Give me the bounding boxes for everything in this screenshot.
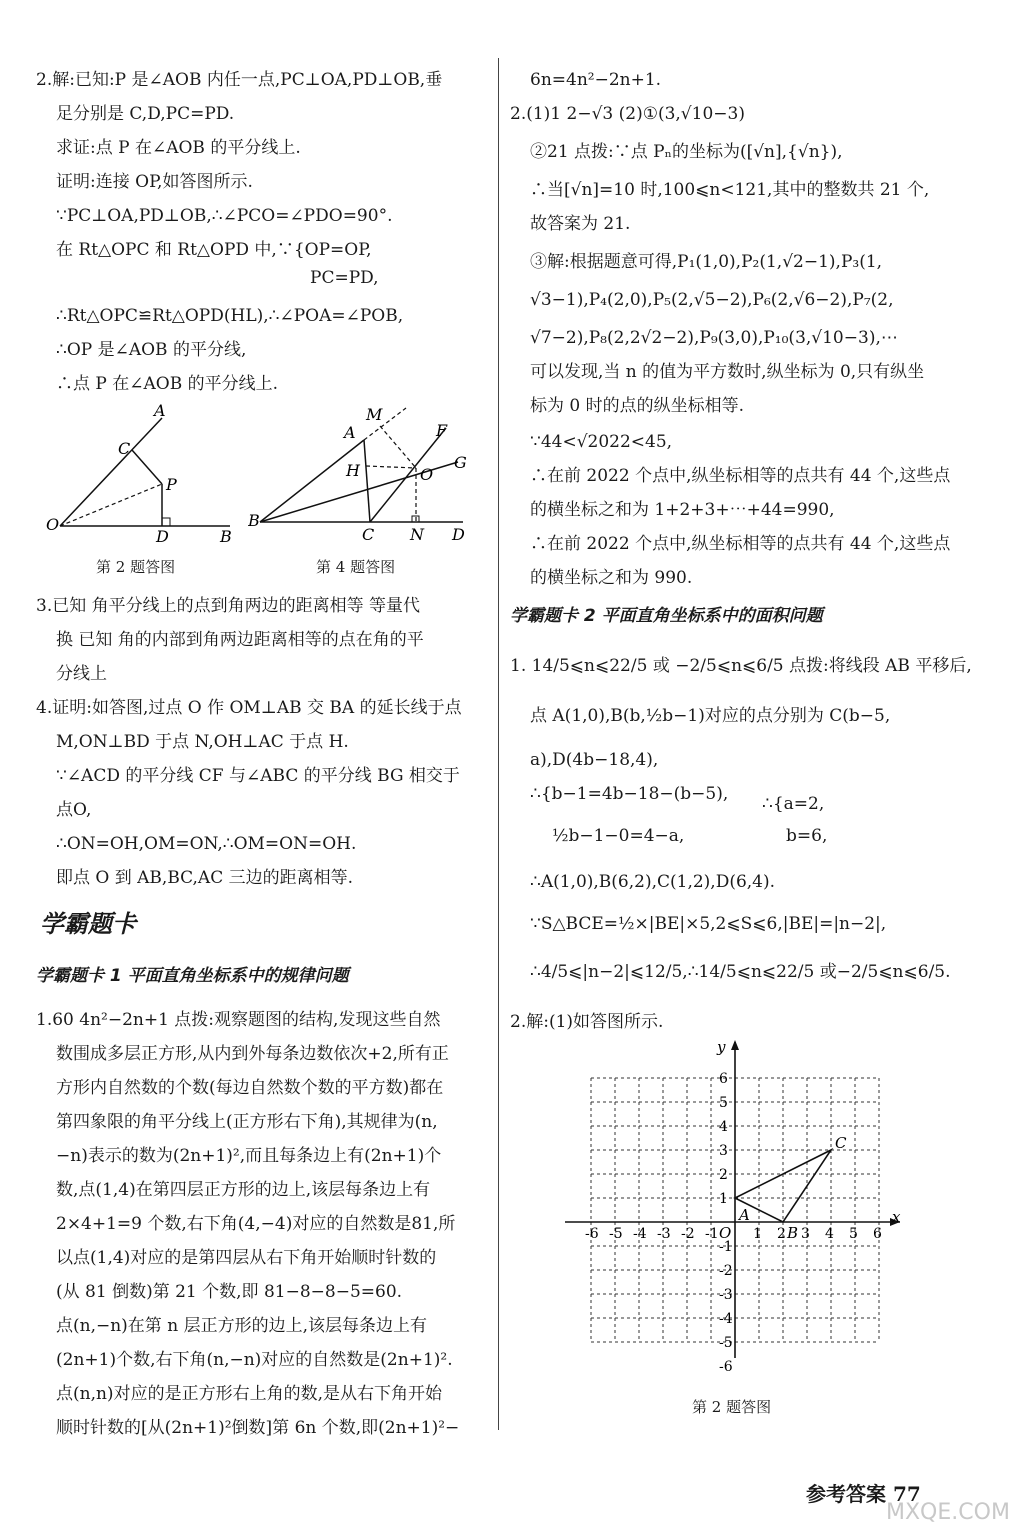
right-text-line-21: b=6, bbox=[786, 826, 828, 846]
figure-4-caption: 第 4 题答图 bbox=[316, 558, 396, 576]
x-tick-label: -5 bbox=[609, 1226, 623, 1242]
left-text-line-13: 4.证明:如答图,过点 O 作 OM⊥AB 交 BA 的延长线于点 bbox=[36, 698, 462, 718]
right-text-line-1: 2.(1)1 2−√3 (2)①(3,√10−3) bbox=[510, 104, 745, 124]
point-a-label: A bbox=[739, 1206, 750, 1224]
left-text-line-14: M,ON⊥BD 于点 N,OH⊥AC 于点 H. bbox=[56, 732, 349, 752]
right-text-line-2: ②21 点拨:∵点 Pₙ的坐标为([√n],{√n}), bbox=[530, 142, 843, 162]
y-tick-label: -6 bbox=[719, 1359, 733, 1375]
section-heading-0: 学霸题卡 bbox=[40, 910, 136, 938]
fig2-label-c: C bbox=[118, 439, 131, 458]
watermark-text: MXQE.COM bbox=[886, 1500, 1010, 1525]
right-text-line-16: 点 A(1,0),B(b,½b−1)对应的点分别为 C(b−5, bbox=[530, 706, 891, 726]
x-tick-label: -2 bbox=[681, 1226, 695, 1242]
y-tick-label: -5 bbox=[719, 1335, 733, 1351]
y-tick-label: 4 bbox=[719, 1119, 728, 1135]
page-footer: 参考答案 77 bbox=[806, 1482, 921, 1506]
left-text-line-20: 数围成多层正方形,从内到外每条边数依次+2,所有正 bbox=[56, 1044, 449, 1064]
right-text-line-7: √7−2),P₈(2,2√2−2),P₉(3,0),P₁₀(3,√10−3),⋯ bbox=[530, 328, 898, 348]
left-text-line-4: ∵PC⊥OA,PD⊥OB,∴∠PCO=∠PDO=90°. bbox=[56, 206, 393, 226]
right-text-line-5: ③解:根据题意可得,P₁(1,0),P₂(1,√2−1),P₃(1, bbox=[530, 252, 883, 272]
left-text-line-10: 3.已知 角平分线上的点到角两边的距离相等 等量代 bbox=[36, 596, 421, 616]
left-text-line-28: 点(n,−n)在第 n 层正方形的边上,该层每条边上有 bbox=[56, 1316, 427, 1336]
column-divider bbox=[498, 58, 499, 1430]
fig4-label-g: G bbox=[454, 453, 467, 472]
fig4-label-c: C bbox=[362, 525, 375, 544]
x-axis-label: x bbox=[892, 1208, 901, 1226]
fig4-label-b: B bbox=[248, 511, 260, 530]
fig4-label-f: F bbox=[436, 421, 448, 440]
fig2-label-a: A bbox=[154, 401, 166, 420]
y-tick-label: -3 bbox=[719, 1287, 733, 1303]
right-text-line-18: ∴{b−1=4b−18−(b−5), bbox=[530, 784, 729, 804]
right-text-line-19: ½b−1−0=4−a, bbox=[552, 826, 685, 846]
left-text-line-31: 顺时针数的[从(2n+1)²倒数]第 6n 个数,即(2n+1)²− bbox=[56, 1418, 460, 1438]
x-tick-label: -6 bbox=[585, 1226, 599, 1242]
grid-figure-caption: 第 2 题答图 bbox=[692, 1398, 772, 1416]
right-text-line-10: ∵44<√2022<45, bbox=[530, 432, 673, 452]
fig4-label-a: A bbox=[344, 423, 356, 442]
right-text-line-3: ∴当[√n]=10 时,100⩽n<121,其中的整数共 21 个, bbox=[530, 180, 930, 200]
left-text-line-11: 换 已知 角的内部到角两边距离相等的点在角的平 bbox=[56, 630, 424, 650]
left-text-line-8: ∴OP 是∠AOB 的平分线, bbox=[56, 340, 247, 360]
fig4-label-o: O bbox=[420, 465, 434, 484]
x-tick-label: 4 bbox=[825, 1226, 834, 1242]
section-heading-1: 学霸题卡 1 平面直角坐标系中的规律问题 bbox=[36, 966, 349, 986]
section-heading-2: 学霸题卡 2 平面直角坐标系中的面积问题 bbox=[510, 606, 823, 626]
right-text-line-20: ∴{a=2, bbox=[762, 794, 825, 814]
left-text-line-29: (2n+1)个数,右下角(n,−n)对应的自然数是(2n+1)². bbox=[56, 1350, 453, 1370]
left-text-line-1: 足分别是 C,D,PC=PD. bbox=[56, 104, 235, 124]
left-text-line-27: (从 81 倒数)第 21 个数,即 81−8−8−5=60. bbox=[56, 1282, 403, 1302]
fig4-label-d: D bbox=[452, 525, 465, 544]
fig4-label-h: H bbox=[346, 461, 360, 480]
fig4-label-n: N bbox=[410, 525, 424, 544]
left-text-line-9: ∴点 P 在∠AOB 的平分线上. bbox=[56, 374, 279, 394]
fig2-label-b: B bbox=[220, 527, 232, 545]
left-text-line-7: ∴Rt△OPC≌Rt△OPD(HL),∴∠POA=∠POB, bbox=[56, 306, 404, 326]
fig2-label-p: P bbox=[166, 475, 177, 494]
y-axis-label: y bbox=[717, 1040, 726, 1056]
left-text-line-26: 以点(1,4)对应的是第四层从右下角开始顺时针数的 bbox=[56, 1248, 437, 1268]
right-text-line-9: 标为 0 时的点的纵坐标相等. bbox=[530, 396, 745, 416]
y-axis-arrow bbox=[731, 1040, 739, 1050]
left-text-line-23: −n)表示的数为(2n+1)²,而且每条边上有(2n+1)个 bbox=[56, 1146, 442, 1166]
left-text-line-6: PC=PD, bbox=[310, 268, 379, 288]
right-text-line-11: ∴在前 2022 个点中,纵坐标相等的点共有 44 个,这些点 bbox=[530, 466, 951, 486]
left-text-line-17: ∴ON=OH,OM=ON,∴OM=ON=OH. bbox=[56, 834, 357, 854]
left-text-line-16: 点O, bbox=[56, 800, 92, 820]
y-tick-label: 2 bbox=[719, 1167, 728, 1183]
left-text-line-22: 第四象限的角平分线上(正方形右下角),其规律为(n, bbox=[56, 1112, 438, 1132]
x-tick-label: -1 bbox=[705, 1226, 719, 1242]
right-text-line-17: a),D(4b−18,4), bbox=[530, 750, 659, 770]
right-text-line-25: 2.解:(1)如答图所示. bbox=[510, 1012, 664, 1032]
point-c-label: C bbox=[835, 1134, 847, 1152]
y-tick-label: 3 bbox=[719, 1143, 728, 1159]
y-tick-label: -1 bbox=[719, 1239, 733, 1255]
right-text-line-23: ∵S△BCE=½×|BE|×5,2⩽S⩽6,|BE|=|n−2|, bbox=[530, 914, 887, 934]
left-text-line-25: 2×4+1=9 个数,右下角(4,−4)对应的自然数是81,所 bbox=[56, 1214, 456, 1234]
y-tick-label: -2 bbox=[719, 1263, 733, 1279]
right-text-line-6: √3−1),P₄(2,0),P₅(2,√5−2),P₆(2,√6−2),P₇(2, bbox=[530, 290, 894, 310]
y-tick-label: 6 bbox=[719, 1071, 728, 1087]
x-tick-label: 2 bbox=[777, 1226, 786, 1242]
right-text-line-14: 的横坐标之和为 990. bbox=[530, 568, 693, 588]
right-text-line-8: 可以发现,当 n 的值为平方数时,纵坐标为 0,只有纵坐 bbox=[530, 362, 925, 382]
left-text-line-21: 方形内自然数的个数(每边自然数个数的平方数)都在 bbox=[56, 1078, 444, 1098]
figure-4-diagram bbox=[248, 400, 478, 545]
left-text-line-3: 证明:连接 OP,如答图所示. bbox=[56, 172, 253, 192]
left-text-line-18: 即点 O 到 AB,BC,AC 三边的距离相等. bbox=[56, 868, 354, 888]
left-text-line-12: 分线上 bbox=[56, 664, 107, 684]
x-tick-label: 3 bbox=[801, 1226, 810, 1242]
figure-2-caption: 第 2 题答图 bbox=[96, 558, 176, 576]
left-text-line-2: 求证:点 P 在∠AOB 的平分线上. bbox=[56, 138, 301, 158]
left-text-line-24: 数,点(1,4)在第四层正方形的边上,该层每条边上有 bbox=[56, 1180, 431, 1200]
fig2-label-d: D bbox=[156, 527, 169, 545]
origin-label: O bbox=[719, 1224, 732, 1242]
figure-2-diagram bbox=[40, 400, 250, 545]
fig2-label-o: O bbox=[46, 515, 60, 534]
right-text-line-22: ∴A(1,0),B(6,2),C(1,2),D(6,4). bbox=[530, 872, 776, 892]
y-tick-label: 1 bbox=[719, 1191, 728, 1207]
right-text-line-15: 1. 14/5⩽n⩽22/5 或 −2/5⩽n⩽6/5 点拨:将线段 AB 平移后, bbox=[510, 656, 972, 676]
left-text-line-19: 1.60 4n²−2n+1 点拨:观察题图的结构,发现这些自然 bbox=[36, 1010, 441, 1030]
right-text-line-0: 6n=4n²−2n+1. bbox=[530, 70, 662, 90]
y-tick-label: 5 bbox=[719, 1095, 728, 1111]
y-tick-label: -4 bbox=[719, 1311, 733, 1327]
right-text-line-4: 故答案为 21. bbox=[530, 214, 631, 234]
x-tick-label: 6 bbox=[873, 1226, 882, 1242]
left-text-line-5: 在 Rt△OPC 和 Rt△OPD 中,∵{OP=OP, bbox=[56, 240, 372, 260]
point-b-label: B bbox=[787, 1224, 799, 1242]
left-text-line-0: 2.解:已知:P 是∠AOB 内任一点,PC⊥OA,PD⊥OB,垂 bbox=[36, 70, 443, 90]
coordinate-grid-figure bbox=[560, 1040, 910, 1375]
right-text-line-24: ∴4/5⩽|n−2|⩽12/5,∴14/5⩽n⩽22/5 或−2/5⩽n⩽6/5. bbox=[530, 962, 951, 982]
fig4-label-m: M bbox=[366, 405, 383, 424]
x-tick-label: 1 bbox=[753, 1226, 762, 1242]
x-tick-label: -4 bbox=[633, 1226, 647, 1242]
right-text-line-12: 的横坐标之和为 1+2+3+⋯+44=990, bbox=[530, 500, 835, 520]
x-tick-label: 5 bbox=[849, 1226, 858, 1242]
left-text-line-30: 点(n,n)对应的是正方形右上角的数,是从右下角开始 bbox=[56, 1384, 442, 1404]
x-tick-label: -3 bbox=[657, 1226, 671, 1242]
right-text-line-13: ∴在前 2022 个点中,纵坐标相等的点共有 44 个,这些点 bbox=[530, 534, 951, 554]
left-text-line-15: ∵∠ACD 的平分线 CF 与∠ABC 的平分线 BG 相交于 bbox=[56, 766, 460, 786]
